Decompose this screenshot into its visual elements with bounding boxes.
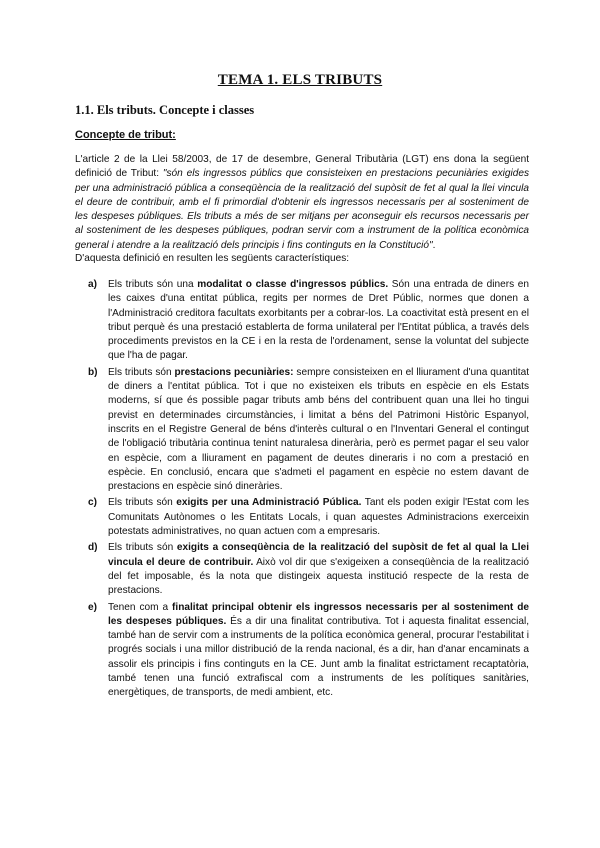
list-marker: c) bbox=[88, 497, 97, 509]
list-item bbox=[88, 366, 529, 495]
intro-lead: L'article 2 de la Llei 58/2003, de 17 de desembre, General Tributària (LGT) ens dona la següent definició de Tribut: bbox=[75, 154, 529, 180]
section-heading: 1.1. Els tributs. Concepte i classes bbox=[75, 103, 255, 117]
item-bold-text: finalitat principal obtenir els ingressos necessaris per al sosteniment de les despeses públiques. bbox=[108, 601, 529, 627]
intro-end: . bbox=[432, 239, 436, 251]
item-text: sempre consisteixen en el lliurament d'una quantitat de diners a l'entitat pública. Tot i que no existeixen els tributs en espècie en els Estats moderns, sí que és possible pagar tributs amb béns del contribuent quan una llei ho tingui previst en determinades circumstàncies, i limitat a béns del Patrimoni Històric Espanyol, inscrits en el Registre General de béns d'interès cultural o en l'Inventari General el contingut de l'obligació tributària continua tenint naturalesa dinerària, però es permet pagar el seu valor en espècie, com a lliurament en pagament de deutes dineraris i no com a prestació en espècie. En conclusió, encara que s'admeti el pagament en espècie no estem davant de prestacions en espècie sinó dineràries. bbox=[108, 366, 529, 493]
list-item bbox=[88, 541, 529, 598]
list-item bbox=[88, 496, 529, 539]
characteristics-list bbox=[88, 278, 529, 703]
item-bold-text: modalitat o classe d'ingressos públics. bbox=[197, 279, 389, 290]
item-bold-text: exigits a conseqüència de la realització del supòsit de fet al qual la Llei vincula el deure de contribuir. bbox=[108, 542, 529, 568]
intro-paragraph bbox=[75, 153, 529, 253]
item-bold-text: prestacions pecuniàries: bbox=[174, 366, 294, 378]
item-text: Els tributs són bbox=[108, 497, 177, 509]
list-item bbox=[88, 278, 529, 364]
list-marker: e) bbox=[88, 601, 97, 613]
item-text: Això vol dir que s'exigeixen a conseqüència de la realització del fet imposable, és la nota que distingeix aquesta institució respecte de la resta de prestacions. bbox=[108, 556, 529, 597]
item-text: Els tributs són bbox=[108, 542, 177, 554]
list-marker: b) bbox=[88, 366, 98, 378]
subheading: Concepte de tribut: bbox=[75, 129, 176, 141]
item-text: Tenen com a bbox=[108, 601, 173, 613]
item-bold-text: exigits per una Administració Pública. bbox=[176, 497, 362, 509]
item-text: Són una entrada de diners en les caixes d'una entitat pública, regits per normes de Dret Públic, normes que donen a l'Administració creditora facultats exorbitants per a cobrar-los. La coactivitat està present en el tribut perquè és una prestació establerta de forma unilateral per l'Entitat pública, a través dels procediments previstos en la CE i en la resta de l'ordenament, sense la voluntat del subjecte que l'ha de pagar. bbox=[108, 279, 530, 362]
item-text: Els tributs són bbox=[108, 366, 175, 378]
tribut-definition: "són els ingressos públics que consisteixen en prestacions pecuniàries exigides per una administració pública a conseqüència de la realització del supòsit de fet al qual la llei vincula el deure de contribuir, amb el fi primordial d'obtenir els ingressos necessaris per al sosteniment de les despeses públiques. Els tributs a més de ser mitjans per aconseguir els recursos necessaris per al sosteniment de les despeses públiques, podran servir com a instrument de la política econòmica general i atendre a la realització dels principis i fins continguts en la Constitució" bbox=[75, 168, 529, 251]
list-marker: a) bbox=[88, 279, 97, 290]
characteristics-lead: D'aquesta definició en resulten les següents característiques: bbox=[75, 253, 350, 264]
item-text: Els tributs són una bbox=[108, 279, 198, 290]
list-item bbox=[88, 601, 529, 701]
item-text: Tant els poden exigir l'Estat com les Comunitats Autònomes o les Entitats Locals, i quan aquestes Administracions exerceixin potestats administratives, no quan actuen com a empresaris. bbox=[108, 497, 530, 538]
list-marker: d) bbox=[88, 542, 98, 554]
page-title: TEMA 1. ELS TRIBUTS bbox=[217, 72, 383, 88]
item-text: És a dir una finalitat contributiva. Tot i aquesta finalitat essencial, també han de servir com a instruments de la política econòmica general, procurar l'estabilitat i progrés socials i una millor distribució de la renda nacional, és a dir, han d'anar encaminats a assolir els principis i fins continguts en la CE. Junt amb la finalitat estrictament recaptatòria, també tenen una funció extrafiscal com a instruments de les polítiques sanitàries, energètiques, de transports, de medi ambient, etc. bbox=[108, 615, 530, 699]
